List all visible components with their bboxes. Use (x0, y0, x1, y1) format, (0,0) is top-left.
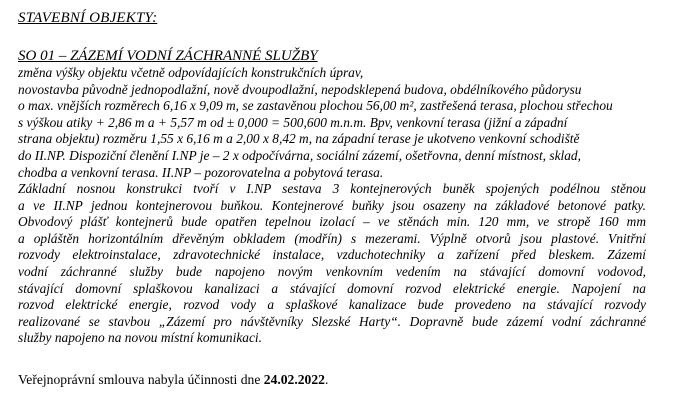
paragraph-line: strana objektu) rozměru 1,55 x 6,16 m a 2,00 x 8,42 m, na západní terase je ukotveno venkovní schodiště (18, 131, 580, 147)
paragraph-line: rozvod elektrické energie, rozvod vody a splaškové kanalizace bude provedeno na stávající rozvody (18, 297, 646, 313)
paragraph-line: rozvody elektroinstalace, zdravotechnické instalace, vzduchotechniky a zařízení před bleskem. Zázemí (18, 247, 646, 263)
paragraph-line: s výškou atiky + 2,86 m a + 5,57 m od ± 0,000 = 500,600 m.n.m. Bpv, venkovní terasa (jižní a západní (18, 114, 568, 130)
paragraph-line: služby napojeno na novou místní komunikaci. (18, 330, 262, 346)
paragraph-line: Obvodový plášť kontejnerů bude opatřen tepelnou izolací – ve stěnách min. 120 mm, ve stropě 160 mm (18, 214, 646, 230)
paragraph-line: změna výšky objektu včetně odpovídajících konstrukčních úprav, (18, 65, 364, 80)
paragraph-line: vodní záchranné služby bude napojeno novým venkovním vedením na stávající domovní vodovod, (18, 263, 646, 279)
paragraph-line: a ve II.NP jednou kontejnerovou buňkou. Kontejnerové buňky jsou osazeny na základové betonové patky. (18, 197, 646, 213)
paragraph-line: a opláštěn horizontálním dřevěným obkladem (modřín) s mezerami. Výplně otvorů jsou plastové. Vnitřní (18, 230, 646, 246)
paragraph-line: o max. vnějších rozměrech 6,16 x 9,09 m, se zastavěnou plochou 56,00 m², zastřešená terasa, plochou střechou (18, 98, 613, 114)
footer-text: Veřejnoprávní smlouva nabyla účinnosti dne (18, 372, 264, 387)
construction-paragraph (18, 181, 646, 347)
contract-effective-note (18, 371, 328, 388)
section-title: SO 01 – ZÁZEMÍ VODNÍ ZÁCHRANNÉ SLUŽBY (18, 48, 318, 64)
footer-end: . (324, 372, 329, 387)
paragraph-line: Základní nosnou konstrukci tvoří v I.NP sestava 3 kontejnerových buněk spojených podélnou stěnou (18, 181, 646, 196)
paragraph-line: stávající domovní splaškovou kanalizaci a stávající domovní rozvod elektrické energie. Napojení na (18, 280, 646, 296)
paragraph-line: novostavba původně jednopodlažní, nově dvoupodlažní, nepodsklepená budova, obdélníkového půdorysu (18, 81, 582, 97)
description-paragraph (18, 65, 646, 181)
paragraph-line: realizované se stavbou „Zázemí pro návštěvníky Slezské Harty“. Dopravně bude zázemí vodní záchranné (18, 313, 646, 329)
effective-date: 24.02.2022 (263, 372, 325, 387)
paragraph-line: chodba a venkovní terasa. II.NP – pozorovatelna a pobytová terasa. (18, 164, 384, 180)
document-heading: STAVEBNÍ OBJEKTY: (18, 10, 158, 26)
paragraph-line: do II.NP. Dispoziční členění I.NP je – 2 x odpočívárna, sociální zázemí, ošetřovna, denní místnost, sklad, (18, 147, 581, 163)
